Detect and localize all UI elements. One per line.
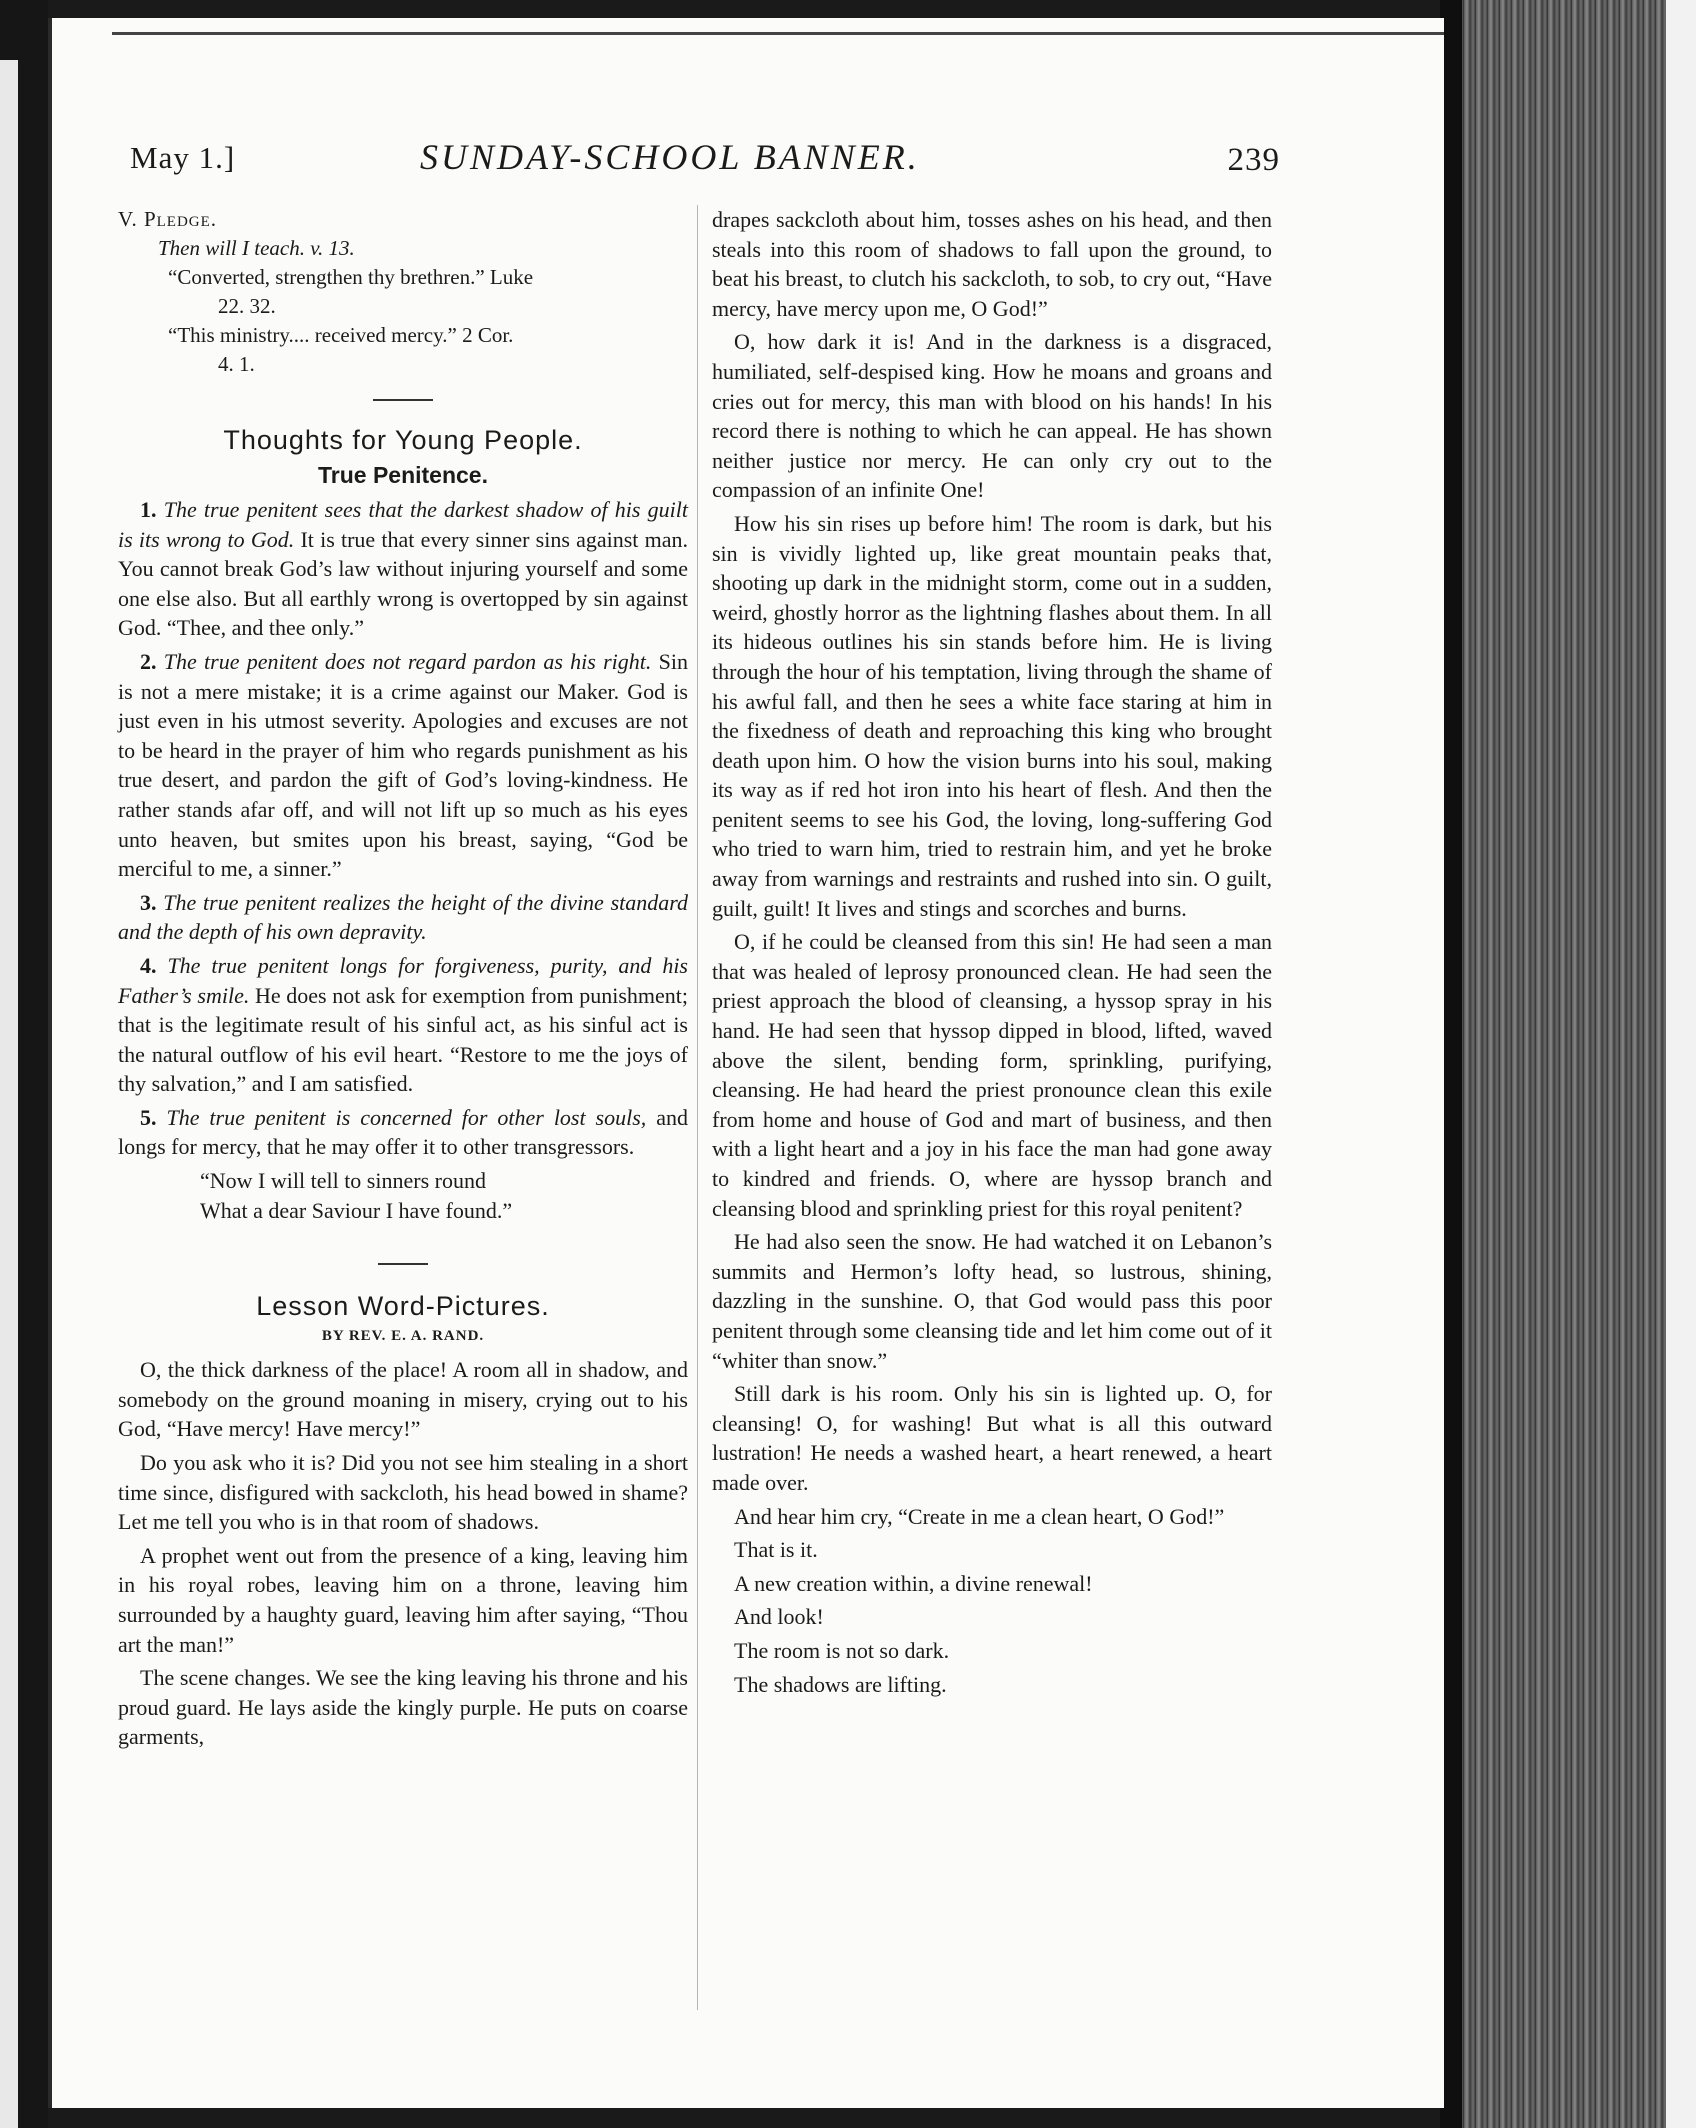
right-column — [712, 205, 1272, 1703]
paragraph: The scene changes. We see the king leaving his throne and his proud guard. He lays aside the kingly purple. He puts on coarse garments, — [118, 1665, 688, 1750]
item-number: 1. — [140, 497, 157, 522]
page-top-border — [112, 32, 1444, 35]
facing-page-edge — [0, 60, 18, 2128]
pledge-section — [118, 205, 688, 379]
verse-quote — [118, 1166, 688, 1225]
pledge-quote-2-ref: 4. 1. — [218, 352, 255, 376]
item-number: 5. — [140, 1104, 157, 1130]
paragraph: That is it. — [734, 1537, 818, 1563]
verse-line-1: “Now I will tell to sinners round — [200, 1168, 486, 1194]
paragraph: And look! — [734, 1604, 824, 1630]
paragraph: How his sin rises up before him! The room is dark, but his sin is vividly lighted up, like great mountain peaks that, shooting up dark in the midnight storm, come out in a sudden, weird, ghostly horror as the lightning flashes about them. In all its hideous outlines his sin stands before him. He is living through the hour of his temptation, living through the shame of his awful fall, and then he sees a white face staring at him in the fixedness of death and reproaching this king who brought death upon him. O how the vision burns into his soul, making its way as if red hot iron into his heart of flesh. And then the penitent seems to see his God, the loving, long-suffering God who tried to warn him, tried to restrain him, and yet he broke away from warnings and restraints and rushed into sin. O guilt, guilt, guilt! It lives and stings and scorches and burns. — [712, 510, 1272, 921]
paragraph: He had also seen the snow. He had watched it on Lebanon’s summits and Hermon’s lofty head, so lustrous, shining, dazzling in the sunshine. O, that God would pass this poor penitent through some cleansing tide and let him come out of it “whiter than snow.” — [712, 1229, 1272, 1373]
paragraph: Do you ask who it is? Did you not see him stealing in a short time since, disfigured with sackcloth, his head bowed in shame? Let me tell you who is in that room of shadows. — [118, 1450, 688, 1535]
left-column — [118, 205, 688, 1756]
book-page-edges — [1440, 0, 1696, 2128]
item-text: and longs for mercy, that he may offer it to other transgressors. — [118, 1104, 689, 1160]
item-text: Sin is not a mere mistake; it is a crime against our Maker. God is just even in his utmost severity. Apologies and excuses are not to be heard in the prayer of him who regards punishment as his true desert, and pardon the gift of God’s loving-kindness. He rather stands afar off, and will not lift up so much as his eyes unto heaven, but smites upon his breast, saying, “God be merciful to me, a sinner.” — [118, 648, 688, 882]
item-lead: The true penitent sees that the darkest shadow of his guilt is its wrong to God. — [118, 497, 689, 552]
column-divider — [697, 205, 698, 2010]
thoughts-list — [118, 495, 688, 1225]
list-item — [118, 951, 688, 1099]
paragraph: And hear him cry, “Create in me a clean heart, O God!” — [734, 1503, 1225, 1529]
paragraph: O, if he could be cleansed from this sin! He had seen a man that was healed of leprosy pronounced clean. He had seen the priest approach the blood of cleansing, a hyssop spray in his hand. He had seen that hyssop dipped in blood, lifted, waved above the silent, bending form, sprinkling, purifying, cleansing. He had heard the priest pronounce clean this exile from home and house of God and mart of business, and then with a light heart and a joy in his face the man had gone away to kindred and friends. O, where are hyssop branch and cleansing blood and sprinkling priest for this royal penitent? — [712, 929, 1272, 1221]
pledge-subtext: Then will I teach. v. 13. — [158, 236, 355, 260]
paragraph: Still dark is his room. Only his sin is lighted up. O, for cleansing! O, for washing! But what is all this outward lustration! He needs a washed heart, a heart renewed, a heart made over. — [712, 1381, 1272, 1495]
lesson-heading: Lesson Word-Pictures. — [256, 1291, 550, 1322]
pledge-quote-2: “This ministry.... received mercy.” 2 Cor. — [168, 323, 514, 347]
pledge-heading: V. Pledge. — [118, 207, 218, 231]
section-rule — [378, 1263, 428, 1265]
paragraph: O, the thick darkness of the place! A room all in shadow, and somebody on the ground moaning in misery, crying out to his God, “Have mercy! Have mercy!” — [118, 1357, 688, 1442]
item-number: 4. — [140, 952, 157, 978]
pledge-quote-1: “Converted, strengthen thy brethren.” Luke — [168, 265, 534, 289]
pledge-quote-1-ref: 22. 32. — [218, 294, 276, 318]
item-number: 2. — [140, 648, 157, 674]
paragraph: drapes sackcloth about him, tosses ashes on his head, and then steals into this room of shadows to fall upon the ground, to beat his breast, to clutch his sackcloth, to sob, to cry out, “Have mercy, have mercy upon me, O God!” — [712, 207, 1272, 321]
header-date: May 1.] — [130, 140, 236, 175]
paragraph: A prophet went out from the presence of a king, leaving him in his royal robes, leaving him on a throne, leaving him surrounded by a haughty guard, leaving him after saying, “Thou art the man!” — [118, 1542, 688, 1657]
list-item — [118, 888, 688, 947]
thoughts-subheading: True Penitence. — [317, 462, 488, 488]
page-number: 239 — [1227, 142, 1280, 178]
item-number: 3. — [140, 889, 157, 915]
section-rule — [373, 399, 433, 401]
item-text: It is true that every sinner sins against man. You cannot break God’s law without injuring yourself and some one else also. But all earthly wrong is overtopped by sin against God. “Thee, and thee only.” — [118, 526, 688, 641]
paragraph: A new creation within, a divine renewal! — [734, 1570, 1093, 1596]
list-item — [118, 647, 688, 884]
paragraph: O, how dark it is! And in the darkness is a disgraced, humiliated, self-despised king. How he moans and groans and cries out for mercy, this man with blood on his hands! In his record there is nothing to which he can appeal. He has shown neither justice nor mercy. He can only cry out to the compassion of an infinite One! — [712, 329, 1272, 503]
item-lead: The true penitent does not regard pardon as his right. — [163, 648, 652, 674]
header-title: SUNDAY-SCHOOL BANNER. — [420, 137, 920, 177]
item-lead: The true penitent longs for forgiveness, purity, and his Father’s smile. — [118, 952, 688, 1008]
verse-line-2: What a dear Saviour I have found.” — [200, 1197, 513, 1223]
lesson-right-text — [712, 205, 1272, 1699]
item-lead: The true penitent realizes the height of the divine standard and the depth of his own depravity. — [118, 889, 688, 945]
running-header — [130, 136, 1280, 186]
item-text: He does not ask for exemption from punishment; that is the legitimate result of his sinful act, as his sinful act is the natural outflow of his evil heart. “Restore to me the joys of thy salvation,” and I am satisfied. — [118, 982, 688, 1097]
paragraph: The room is not so dark. — [734, 1637, 950, 1663]
lesson-byline: BY REV. E. A. RAND. — [321, 1328, 485, 1345]
scan-right-margin — [1666, 0, 1696, 2128]
list-item — [118, 1103, 688, 1162]
item-lead: The true penitent is concerned for other lost souls, — [166, 1104, 647, 1130]
paragraph: The shadows are lifting. — [734, 1671, 947, 1697]
thoughts-heading: Thoughts for Young People. — [223, 425, 583, 455]
lesson-left-text — [118, 1355, 688, 1752]
list-item — [118, 495, 688, 643]
